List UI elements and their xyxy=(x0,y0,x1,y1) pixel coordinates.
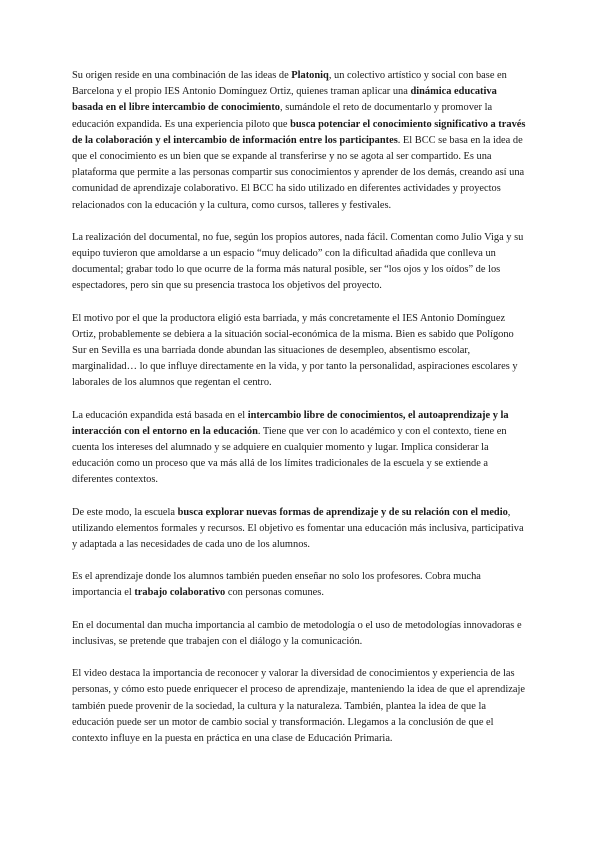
bold-text-run: intercambio libre de conocimientos, el autoaprendizaje y la interacción con el entorno en la educación xyxy=(72,409,509,437)
document-page xyxy=(72,68,530,763)
paragraph-methodology xyxy=(72,618,530,650)
text-run: . Tiene que ver con lo académico y con el contexto, tiene en cuenta los intereses del alumnado y se adquiere en cualquier momento y lugar. Implica considerar la educación como un proceso que va más allá de los límites tradicionales de la escuela y se extiende a diferentes contextos. xyxy=(72,425,507,486)
text-run: La educación expandida está basada en el xyxy=(72,409,248,421)
text-run: , sumándole el reto de documentarlo y promover la educación expandida. Es una experiencia piloto que xyxy=(72,102,493,130)
text-run: El motivo por el que la productora eligió esta barriada, y más concretamente el IES Antonio Domínguez Ortiz, probablemente se debiera a la situación social-económica de la misma. Bien es sabido que Polígono Sur en Sevilla es una barriada donde abundan las situaciones de desempleo, absentismo escolar, marginalidad… lo que influye directamente en la vida, y por tanto la personalidad, aspiraciones escolares y laborales de los alumnos que regentan el centro. xyxy=(72,312,518,389)
bold-text-run: busca explorar nuevas formas de aprendizaje y de su relación con el medio xyxy=(177,506,508,518)
text-run: . El BCC se basa en la idea de que el conocimiento es un bien que se expande al transferirse y no se agota al ser compartido. Es una plataforma que permite a las personas compartir sus conocimientos y aprender de los demás, creando así una comunidad de aprendizaje colaborativo. El BCC ha sido utilizado en diferentes actividades y proyectos relacionados con la educación y la cultura, como cursos, talleres y festivales. xyxy=(72,134,525,211)
paragraph-documentary-making xyxy=(72,230,530,295)
text-run: con personas comunes. xyxy=(225,587,324,599)
paragraph-new-learning-forms xyxy=(72,505,530,554)
text-run: El video destaca la importancia de reconocer y valorar la diversidad de conocimientos y experiencia de las personas, y cómo esto puede enriquecer el proceso de aprendizaje, manteniendo la idea de que el aprendizaje también puede provenir de la sociedad, la cultura y la naturaleza. También, plantea la idea de que la educación puede ser un motor de cambio social y transformación. Llegamos a la conclusión de que el contexto influye en la puesta en práctica en una clase de Educación Primaria. xyxy=(72,668,525,744)
text-run: En el documental dan mucha importancia al cambio de metodología o el uso de metodologías innovadoras e inclusivas, se pretende que trabajen con el diálogo y la comunicación. xyxy=(72,619,522,647)
text-run: , utilizando elementos formales y recursos. El objetivo es fomentar una educación más inclusiva, participativa y adaptada a las necesidades de cada uno de los alumnos. xyxy=(72,506,524,551)
text-run: La realización del documental, no fue, según los propios autores, nada fácil. Comentan como Julio Viga y su equipo tuvieron que amoldarse a un espacio “muy delicado” con la dificultad añadida que conlleva un documental; grabar todo lo que ocurre de la forma más natural posible, ser “los ojos y los oídos” de los espectadores, pero sin que su presencia trastoca los objetivos del proyecto. xyxy=(72,231,524,292)
paragraph-neighborhood-choice xyxy=(72,311,530,392)
paragraph-collaborative-work xyxy=(72,569,530,601)
text-run: Es el aprendizaje donde los alumnos también pueden enseñar no solo los profesores. Cobra mucha importancia el xyxy=(72,571,481,599)
bold-text-run: dinámica educativa basada en el libre intercambio de conocimiento xyxy=(72,86,497,114)
paragraph-origin xyxy=(72,68,530,214)
paragraph-expanded-education xyxy=(72,408,530,489)
bold-text-run: trabajo colaborativo xyxy=(134,587,226,599)
paragraph-conclusion xyxy=(72,666,530,747)
text-run: De este modo, la escuela xyxy=(72,506,178,518)
bold-text-run: busca potenciar el conocimiento significativo a través de la colaboración y el intercambio de información entre los participantes xyxy=(72,118,526,146)
text-run: Su origen reside en una combinación de las ideas de xyxy=(72,70,292,81)
text-run: , un colectivo artístico y social con base en Barcelona y el propio IES Antonio Domínguez Ortiz, quienes traman aplicar una xyxy=(72,70,507,98)
bold-text-run: Platoniq xyxy=(291,70,329,81)
